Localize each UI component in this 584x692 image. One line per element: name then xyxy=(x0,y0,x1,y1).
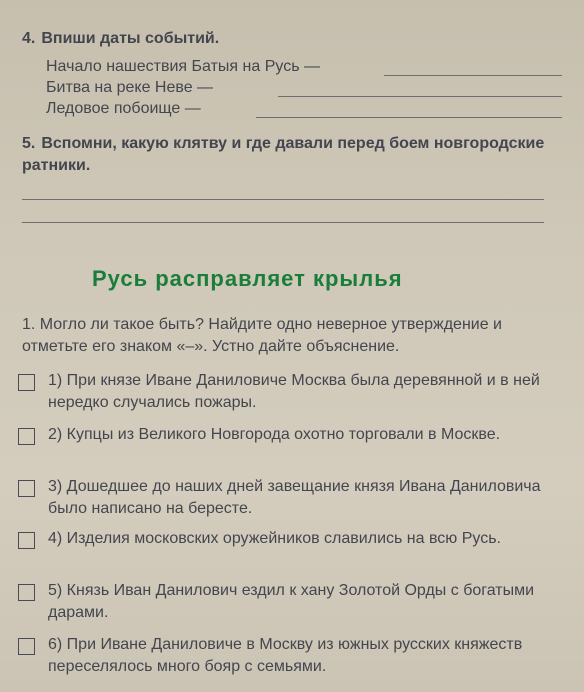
statement-checkbox[interactable] xyxy=(18,584,35,601)
date-row-batu-invasion xyxy=(46,58,562,79)
date-row-neva-battle xyxy=(46,79,562,100)
date-row-ice-battle xyxy=(46,100,562,121)
date-row-label: Начало нашествия Батыя на Русь — xyxy=(46,58,320,75)
question-4-number: 4. xyxy=(22,30,36,47)
statement-checkbox[interactable] xyxy=(18,638,35,655)
statement-text: 2) Купцы из Великого Новгорода охотно торговали в Москве. xyxy=(48,426,501,443)
question-5-number: 5. xyxy=(22,135,36,152)
question-1-text: Могло ли такое быть? Найдите одно неверное утверждение и отметьте его знаком «–». Устно дайте объяснение. xyxy=(22,316,502,355)
statement-checkbox[interactable] xyxy=(18,428,35,445)
statement-checkbox[interactable] xyxy=(18,480,35,497)
statement-text: 4) Изделия московских оружейников славились на всю Русь. xyxy=(48,530,501,547)
date-answer-line[interactable] xyxy=(278,96,562,97)
question-5-title xyxy=(22,133,562,177)
statement-text: 6) При Иване Даниловиче в Москву из южных русских княжеств переселялось много бояр с семьями. xyxy=(48,636,523,675)
statement-text: 5) Князь Иван Данилович ездил к хану Золотой Орды с богатыми дарами. xyxy=(48,582,535,621)
answer-line[interactable] xyxy=(22,222,544,223)
question-4 xyxy=(22,30,562,121)
question-1-number: 1. xyxy=(22,316,36,333)
date-answer-line[interactable] xyxy=(256,117,562,118)
question-1 xyxy=(22,314,562,358)
statement-text: 3) Дошедшее до наших дней завещание князя Ивана Даниловича было написано на бересте. xyxy=(48,478,541,517)
date-answer-line[interactable] xyxy=(384,75,562,76)
statement-checkbox[interactable] xyxy=(18,374,35,391)
statement-checkbox[interactable] xyxy=(18,532,35,549)
question-4-text: Впиши даты событий. xyxy=(41,30,220,47)
question-5-text: Вспомни, какую клятву и где давали перед боем новгородские ратники. xyxy=(22,135,545,174)
date-row-label: Ледовое побоище — xyxy=(46,100,201,117)
question-4-title xyxy=(22,30,562,48)
date-row-label: Битва на реке Неве — xyxy=(46,79,214,96)
question-5 xyxy=(22,133,562,223)
section-title: Русь расправляет крылья xyxy=(92,266,403,291)
statement-text: 1) При князе Иване Даниловиче Москва была деревянной и в ней нередко случались пожары. xyxy=(48,372,540,411)
